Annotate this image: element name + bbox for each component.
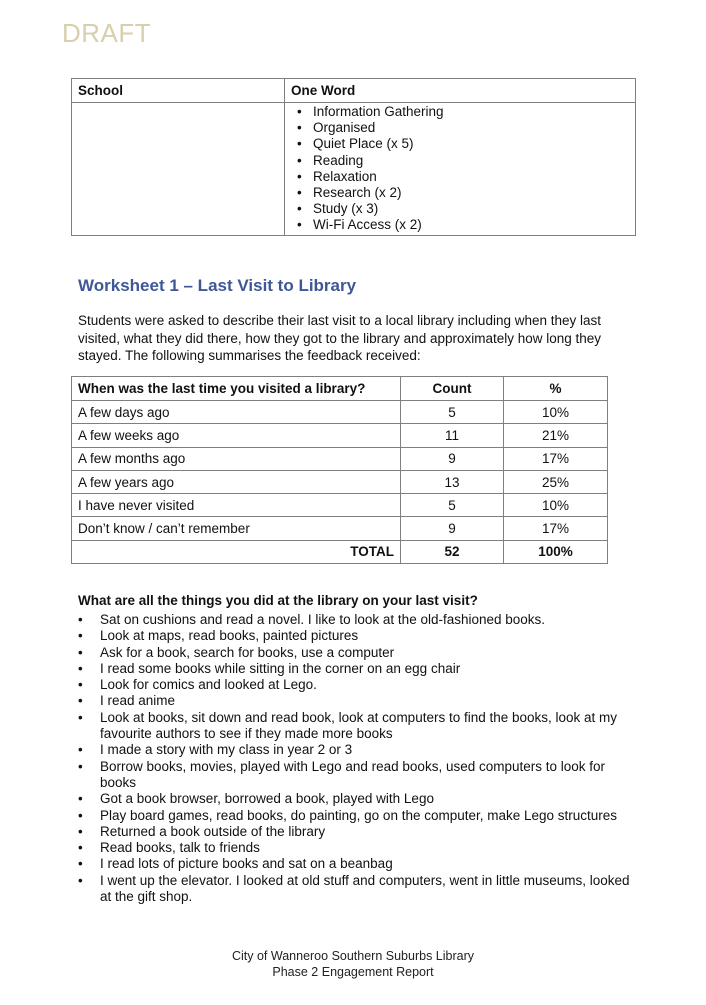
one-word-item: • Quiet Place (x 5)	[291, 136, 629, 152]
count-cell: 13	[401, 470, 504, 493]
intro-paragraph: Students were asked to describe their last visit to a local library including when they last visited, what they did there, how they got to the library and approximately how long they stayed. The following summarises the feedback received:	[78, 313, 602, 363]
percent-cell: 17%	[504, 517, 608, 540]
one-word-item: • Organised	[291, 120, 629, 136]
table-row	[72, 517, 608, 540]
percent-column-header: %	[504, 377, 608, 401]
one-word-item: • Information Gathering	[291, 104, 629, 120]
list-item: • Look at books, sit down and read book, look at computers to find the books, look at my favourite authors to see if they made more books	[78, 710, 638, 743]
one-word-item: • Wi-Fi Access (x 2)	[291, 217, 629, 233]
list-item: • Look for comics and looked at Lego.	[78, 677, 638, 693]
page-footer	[0, 948, 706, 980]
school-one-word-table	[71, 78, 636, 236]
response-cell: A few years ago	[72, 470, 401, 493]
percent-cell: 10%	[504, 494, 608, 517]
count-cell: 5	[401, 401, 504, 424]
one-word-column-header: One Word	[285, 79, 636, 103]
list-item: • I went up the elevator. I looked at old stuff and computers, went in little museums, looked at the gift shop.	[78, 873, 638, 906]
list-item: • I read anime	[78, 693, 638, 709]
response-cell: Don’t know / can’t remember	[72, 517, 401, 540]
one-word-item: • Reading	[291, 153, 629, 169]
footer-line-2: Phase 2 Engagement Report	[272, 965, 434, 979]
response-cell: I have never visited	[72, 494, 401, 517]
list-item: • I made a story with my class in year 2 or 3	[78, 742, 638, 758]
total-row	[72, 540, 608, 563]
table-header-row	[72, 79, 636, 103]
table-row	[72, 424, 608, 447]
activities-question: What are all the things you did at the library on your last visit?	[78, 593, 478, 608]
percent-cell: 17%	[504, 447, 608, 470]
percent-cell: 10%	[504, 401, 608, 424]
table-row	[72, 103, 636, 236]
school-cell	[72, 103, 285, 236]
question-column-header: When was the last time you visited a library?	[72, 377, 401, 401]
table-row	[72, 401, 608, 424]
list-item: • Returned a book outside of the library	[78, 824, 638, 840]
list-item: • Ask for a book, search for books, use a computer	[78, 645, 638, 661]
table-row	[72, 447, 608, 470]
worksheet-title: Worksheet 1 – Last Visit to Library	[78, 276, 357, 295]
last-visit-table	[71, 376, 608, 564]
count-cell: 5	[401, 494, 504, 517]
percent-cell: 21%	[504, 424, 608, 447]
activities-answer-list	[78, 612, 638, 905]
school-column-header: School	[72, 79, 285, 103]
list-item: • Borrow books, movies, played with Lego and read books, used computers to look for books	[78, 759, 638, 792]
one-word-item: • Research (x 2)	[291, 185, 629, 201]
list-item: • Play board games, read books, do painting, go on the computer, make Lego structures	[78, 808, 638, 824]
one-word-item: • Study (x 3)	[291, 201, 629, 217]
table-row	[72, 494, 608, 517]
table-header-row	[72, 377, 608, 401]
count-cell: 9	[401, 447, 504, 470]
count-cell: 11	[401, 424, 504, 447]
table-row	[72, 470, 608, 493]
percent-cell: 25%	[504, 470, 608, 493]
list-item: • Read books, talk to friends	[78, 840, 638, 856]
list-item: • I read lots of picture books and sat on a beanbag	[78, 856, 638, 872]
list-item: • Sat on cushions and read a novel. I like to look at the old-fashioned books.	[78, 612, 638, 628]
last-visit-table-body	[72, 401, 608, 564]
one-word-item: • Relaxation	[291, 169, 629, 185]
count-cell: 9	[401, 517, 504, 540]
one-word-cell	[285, 103, 636, 236]
total-label-cell: TOTAL	[72, 540, 401, 563]
total-count-cell: 52	[401, 540, 504, 563]
list-item: • Got a book browser, borrowed a book, played with Lego	[78, 791, 638, 807]
list-item: • I read some books while sitting in the corner on an egg chair	[78, 661, 638, 677]
response-cell: A few days ago	[72, 401, 401, 424]
count-column-header: Count	[401, 377, 504, 401]
one-word-list	[291, 104, 629, 234]
total-percent-cell: 100%	[504, 540, 608, 563]
response-cell: A few weeks ago	[72, 424, 401, 447]
footer-line-1: City of Wanneroo Southern Suburbs Library	[231, 949, 475, 963]
draft-watermark: DRAFT	[62, 18, 152, 48]
response-cell: A few months ago	[72, 447, 401, 470]
list-item: • Look at maps, read books, painted pictures	[78, 628, 638, 644]
